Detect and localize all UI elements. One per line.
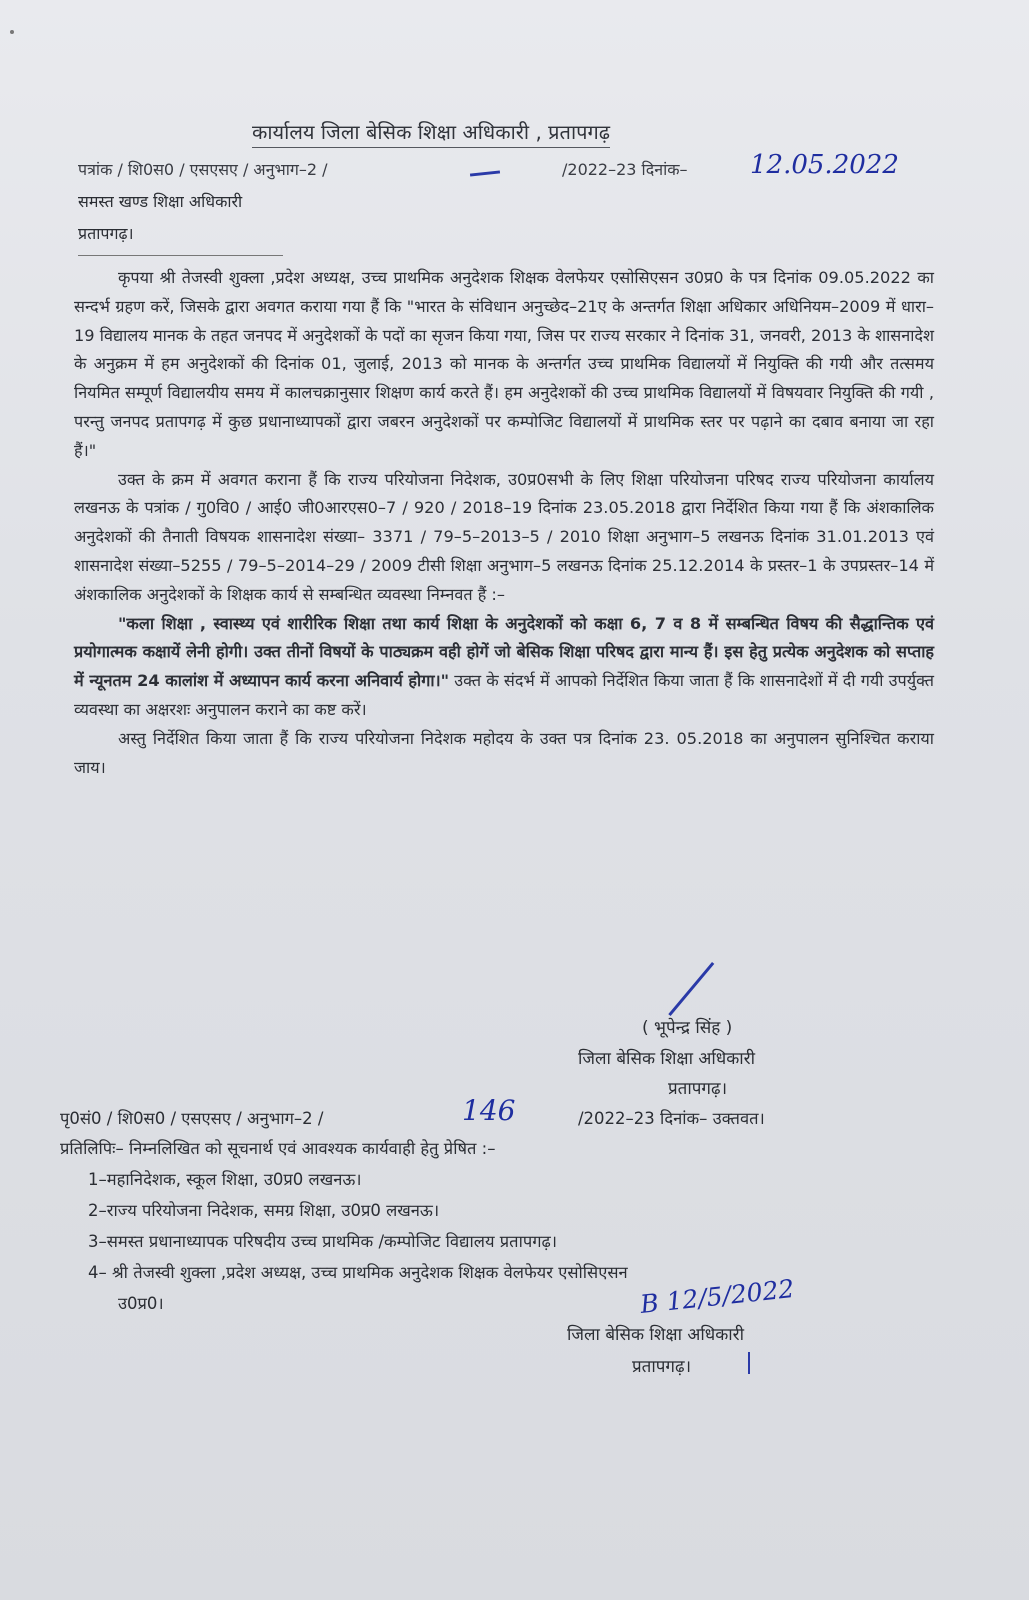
handwritten-date: 12.05.2022 xyxy=(750,150,899,180)
addressee-line-1: समस्त खण्ड शिक्षा अधिकारी xyxy=(78,192,243,211)
copy-reference: पृ0सं0 / शि0स0 / एसएसए / अनुभाग–2 / xyxy=(60,1109,324,1128)
handwritten-dispatch-number: 146 xyxy=(462,1094,516,1127)
list-item: 4– श्री तेजस्वी शुक्ला ,प्रदेश अध्यक्ष, उच्च प्राथमिक अनुदेशक शिक्षक वेलफेयर एसोसिएसन xyxy=(88,1263,628,1282)
handwritten-signature: B 12/5/2022 xyxy=(638,1274,796,1319)
copy-intro: प्रतिलिपिः– निम्नलिखित को सूचनार्थ एवं आवश्यक कार्यवाही हेतु प्रेषित :– xyxy=(60,1139,496,1158)
signatory-title-2: जिला बेसिक शिक्षा अधिकारी xyxy=(567,1325,745,1345)
divider xyxy=(78,255,283,256)
list-item: 1–महानिदेशक, स्कूल शिक्षा, उ0प्र0 लखनऊ। xyxy=(88,1170,362,1189)
signatory-place: प्रतापगढ़। xyxy=(668,1079,728,1099)
signature-mark xyxy=(748,1352,750,1374)
paper-speck xyxy=(10,30,14,34)
signatory-name: ( भूपेन्द्र सिंह ) xyxy=(642,1018,733,1038)
body-paragraph-4: अस्तु निर्देशित किया जाता हैं कि राज्य परियोजना निदेशक महोदय के उक्त पत्र दिनांक 23. 05.2018 का अनुपालन सुनिश्चित कराया जाय। xyxy=(74,728,934,777)
signature-stroke xyxy=(668,962,714,1016)
body-paragraph-2: उक्त के क्रम में अवगत कराना हैं कि राज्य परियोजना निदेशक, उ0प्र0सभी के लिए शिक्षा परियोजना परिषद राज्य परियोजना कार्यालय लखनऊ के पत्रांक / गु0वि0 / आई0 जी0आरएस0–7 / 920 / 2018–19 दिनांक 23.05.2018 द्वारा निर्देशित किया गया हैं कि अंशकालिक अनुदेशकों की तैनाती विषयक शासनादेश संख्या– 3371 / 79–5–2013–5 / 2010 शिक्षा अनुभाग–5 लखनऊ दिनांक 31.01.2013 एवं शासनादेश संख्या–5255 / 79–5–2014–29 / 2009 टीसी शिक्षा अनुभाग–5 लखनऊ दिनांक 25.12.2014 के प्रस्तर–1 के उपप्रस्तर–14 में अंशकालिक अनुदेशकों के शिक्षक कार्य से सम्बन्धित व्यवस्था निम्नवत हैं :– xyxy=(74,469,934,604)
signatory-place-2: प्रतापगढ़। xyxy=(632,1357,692,1377)
handwritten-dash xyxy=(470,170,500,176)
body-paragraph-3-rest: उक्त के संदर्भ में आपको निर्देशित किया जाता हैं कि शासनादेशों में दी गयी उपर्युक्त व्यवस्था का अक्षरशः अनुपालन कराने का कष्ट करें। xyxy=(74,671,934,719)
list-item: 2–राज्य परियोजना निदेशक, समग्र शिक्षा, उ0प्र0 लखनऊ। xyxy=(88,1201,440,1220)
quoted-provision: "कला शिक्षा , स्वास्थ्य एवं शारीरिक शिक्षा तथा कार्य शिक्षा के अनुदेशकों को कक्षा 6, 7 व 8 में सम्बन्धित विषय की सैद्धान्तिक एवं प्रयोगात्मक कक्षायें लेनी होगी। उक्त तीनों विषयों के पाठ्यक्रम वही होगें जो बेसिक शिक्षा परिषद द्वारा मान्य हैं। इस हेतु प्रत्येक अनुदेशक को सप्ताह में न्यूनतम 24 कालांश में अध्यापन कार्य करना अनिवार्य होगा।" xyxy=(74,613,934,691)
addressee-line-2: प्रतापगढ़। xyxy=(78,224,134,243)
list-item: 3–समस्त प्रधानाध्यापक परिषदीय उच्च प्राथमिक /कम्पोजिट विद्यालय प्रतापगढ़। xyxy=(88,1232,558,1251)
letter-reference: पत्रांक / शि0स0 / एसएसए / अनुभाग–2 / xyxy=(78,160,328,179)
letter-body xyxy=(74,264,934,782)
copy-year-date-label: /2022–23 दिनांक– उक्तवत। xyxy=(578,1109,765,1128)
letter-year-date-label: /2022–23 दिनांक– xyxy=(562,160,688,179)
signatory-title: जिला बेसिक शिक्षा अधिकारी xyxy=(578,1049,756,1069)
body-paragraph-1: कृपया श्री तेजस्वी शुक्ला ,प्रदेश अध्यक्ष, उच्च प्राथमिक अनुदेशक शिक्षक वेलफेयर एसोसिएसन उ0प्र0 के पत्र दिनांक 09.05.2022 का सन्दर्भ ग्रहण करें, जिसके द्वारा अवगत कराया गया हैं कि "भारत के संविधान अनुच्छेद–21ए के अन्तर्गत शिक्षा अधिकार अधिनियम–2009 में धारा–19 विद्यालय मानक के तहत जनपद में अनुदेशकों के पदों का सृजन किया गया, जिस पर राज्य सरकार ने दिनांक 31, जनवरी, 2013 के शासनादेश के अनुक्रम में हम अनुदेशकों की दिनांक 01, जुलाई, 2013 को मानक के अन्तर्गत उच्च प्राथमिक विद्यालयों में नियुक्ति की गयी और तत्समय नियमित सम्पूर्ण विद्यालयीय समय में कालचक्रानुसार शिक्षण कार्य करते हैं। हम अनुदेशकों की उच्च प्राथमिक विद्यालयों में विषयवार नियुक्ति की गयी , परन्तु जनपद प्रतापगढ़ में कुछ प्रधानाध्यापकों द्वारा जबरन अनुदेशकों पर कम्पोजिट विद्यालयों में प्राथमिक स्तर पर पढ़ाने का दबाव बनाया जा रहा हैं।" xyxy=(74,268,934,460)
body-paragraph-3 xyxy=(74,610,934,725)
office-title: कार्यालय जिला बेसिक शिक्षा अधिकारी , प्रतापगढ़ xyxy=(252,118,610,148)
list-item-continuation: उ0प्र0। xyxy=(118,1294,164,1313)
